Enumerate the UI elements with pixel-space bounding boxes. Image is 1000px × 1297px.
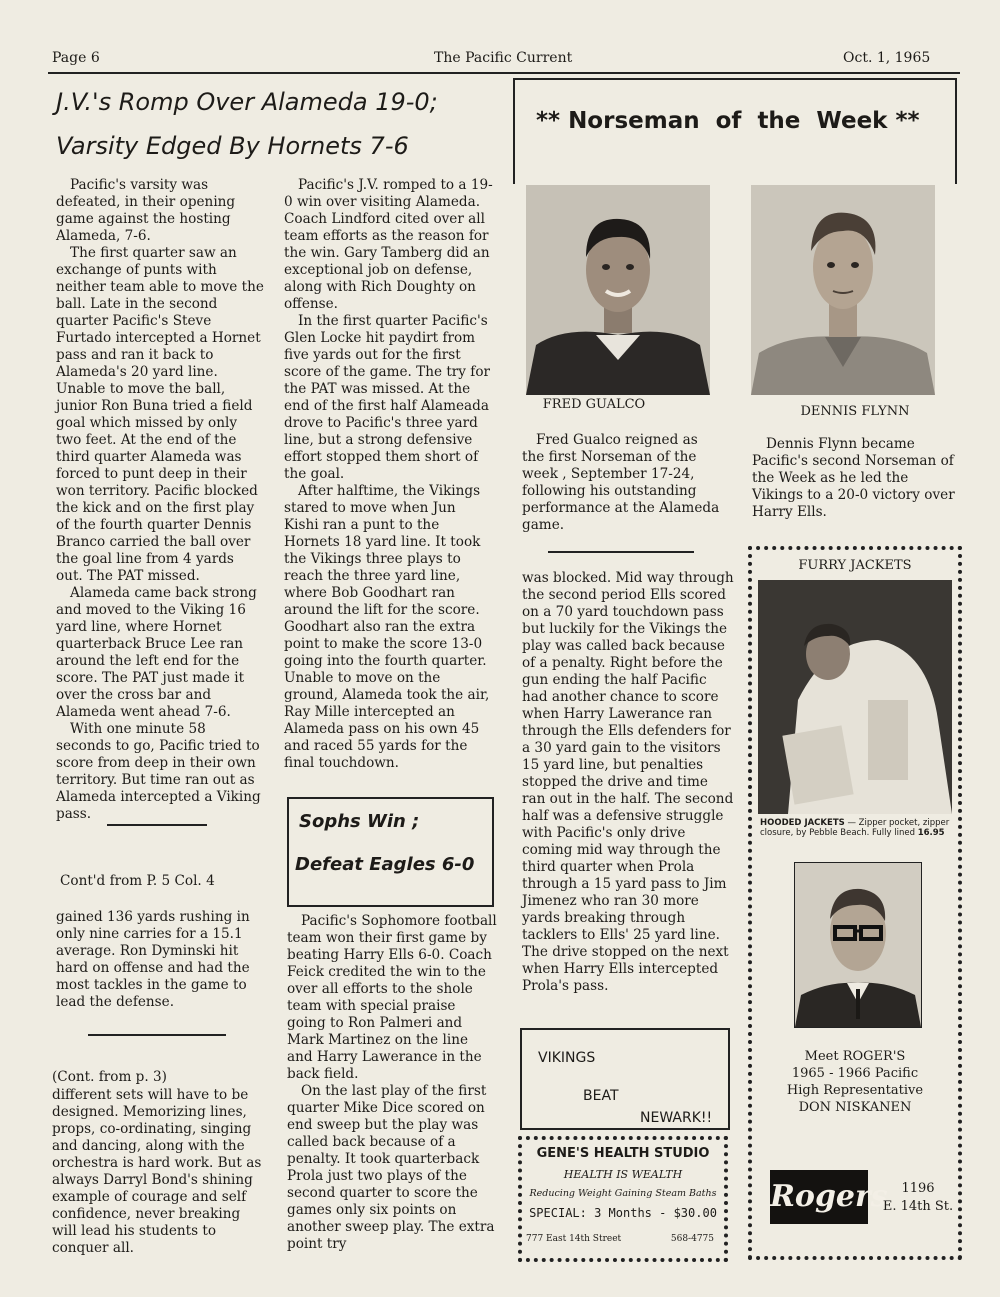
dennis-flynn-name: DENNIS FLYNN [800,404,910,419]
rogers-heading: FURRY JACKETS [798,558,912,573]
sophs-headline-box [287,797,494,907]
jacket-caption-bold: HOODED JACKETS [760,818,845,828]
paragraph: After halftime, the Vikings stared to move when Jun Kishi ran a punt to the Hornets 18 yard line. It took the Vikings three plays to reach the three yard line, where Bob Goodhart ran around the lift for the score. Goodhart also ran the extra point to make the score 13-0 going into the fourth quarter. Unable to move on the ground, Alameda took the air, Ray Mille intercepted an Alameda pass on his own 45 and raced 55 yards for the final touchdown. [284,483,490,771]
continued-label-2: (Cont. from p. 3) [52,1069,167,1085]
sophs-title-1: Sophs Win ; [299,811,420,832]
genes-health-ad [518,1136,728,1262]
rogers-address-2: E. 14th St. [882,1199,954,1214]
paragraph: Dennis Flynn became Pacific's second Norseman of the Week as he led the Vikings to a 20-0 victory over Harry Ells. [752,436,955,520]
genes-slogan: HEALTH IS WEALTH [563,1168,683,1181]
sophs-title-2: Defeat Eagles 6-0 [295,854,475,875]
headline [56,80,486,168]
vikings-line-3: NEWARK!! [640,1110,713,1126]
genes-special: SPECIAL: 3 Months - $30.00 [529,1206,717,1220]
jacket-caption [760,818,952,838]
don-niskanen-photo [794,862,922,1028]
newspaper-name: The Pacific Current [434,50,573,66]
dennis-flynn-text [752,436,958,521]
paragraph: Pacific's Sophomore football team won their first game by beating Harry Ells 6-0. Coach Feick credited the win to the over all efforts to the shole team with special praise going to Ron Palmeri and Mark Martinez on the line and Harry Lawerance in the back field. [287,913,497,1082]
issue-date: Oct. 1, 1965 [843,50,931,66]
divider [107,824,207,826]
fred-gualco-text [522,432,722,534]
paragraph: The first quarter saw an exchange of punts with neither team able to move the ball. Late in the second quarter Pacific's Steve Furtado intercepted a Hornet pass and ran it back to Alameda's 20 yard line. Unable to move the ball, junior Ron Buna tried a field goal which missed by only two feet. At the end of the third quarter Alameda was forced to punt deep in their won territory. Pacific blocked the kick and on the first play of the fourth quarter Dennis Branco carried the ball over the goal line from 4 yards out. The PAT missed. [56,245,264,584]
hooded-jacket-photo [758,580,952,814]
fred-gualco-name: FRED GUALCO [542,397,646,412]
rogers-address [878,1180,958,1216]
role-line: High Representative [786,1083,924,1098]
vikings-box [520,1028,730,1130]
representative-text [752,1048,958,1116]
sophs-article [287,913,497,1253]
fred-gualco-photo [526,185,710,395]
sophs-article-continued [522,570,734,995]
meet-line: Meet ROGER'S [804,1049,906,1064]
vikings-line-2: BEAT [583,1088,619,1104]
jacket-price: 16.95 [917,828,945,838]
dennis-flynn-photo [751,185,935,395]
jacket-caption-text: — Zipper pocket, zipper closure, by Pebble Beach. Fully lined [760,818,950,838]
rogers-ad [748,546,962,1260]
paragraph: different sets will have to be designed. Memorizing lines, props, co-ordinating, singing and dancing, along with the orchestra is hard work. But as always Darryl Bond's shining example of courage and self confidence, never breaking will lead his students to conquer all. [52,1087,262,1256]
paragraph: With one minute 58 seconds to go, Pacific tried to score from deep in their own territory. But time ran out as Alameda intercepted a Viking pass. [56,721,261,822]
drama-article [52,1087,264,1257]
varsity-article [56,177,264,823]
headline-line2: Varsity Edged By Hornets 7-6 [56,132,409,160]
paragraph: was blocked. Mid way through the second period Ells scored on a 70 yard touchdown pass but luckily for the Vikings the play was called back because of a penalty. Right before the gun ending the half Pacific had another chance to score when Harry Lawerance ran through the Ells defenders for a 30 yard gain to the visitors 15 yard line, but penalties stopped the drive and time ran out in the half. The second half was a defensive struggle with Pacific's only drive coming mid way through the third quarter when Prola through a 15 yard pass to Jim Jimenez who ran 30 more yards breaking through tacklers to Ells' 25 yard line. The drive stopped on the next when Harry Ells intercepted Prola's pass. [522,570,734,994]
rep-name: DON NISKANEN [798,1100,912,1115]
genes-services: Reducing Weight Gaining Steam Baths [529,1188,717,1199]
vikings-line-1: VIKINGS [538,1050,596,1066]
continued-label: Cont'd from P. 5 Col. 4 [60,873,215,889]
paragraph: In the first quarter Pacific's Glen Locke hit paydirt from five yards out for the first score of the game. The try for the PAT was missed. At the end of the first half Alameada drove to Pacific's three yard line, but a strong defensive effort stopped them short of the goal. [284,313,491,482]
paragraph: Pacific's J.V. romped to a 19-0 win over visiting Alameda. Coach Lindford cited over all team efforts as the reason for the win. Gary Tamberg did an exceptional job on defense, along with Rich Doughty on offense. [284,177,493,312]
rogers-address-1: 1196 [901,1181,935,1196]
years-line: 1965 - 1966 Pacific [791,1066,919,1081]
continued-article [56,909,264,1011]
page-number: Page 6 [52,50,100,66]
header-rule [48,72,960,74]
paragraph: Pacific's varsity was defeated, in their opening game against the hosting Alameda, 7-6. [56,177,236,244]
headline-line1: J.V.'s Romp Over Alameda 19-0; [56,88,438,116]
genes-name: GENE'S HEALTH STUDIO [536,1146,710,1161]
paragraph: Alameda came back strong and moved to the Viking 16 yard line, where Hornet quarterback Bruce Lee ran around the left end for the score. The PAT just made it over the cross bar and Alameda went ahead 7-6. [56,585,257,720]
paragraph: gained 136 yards rushing in only nine carries for a 15.1 average. Ron Dyminski hit hard on offense and had the most tackles in the game to lead the defense. [56,909,250,1010]
divider [88,1034,226,1036]
norseman-title: ** Norseman of the Week ** [536,108,920,134]
paragraph: On the last play of the first quarter Mike Dice scored on end sweep but the play was called back because of a penalty. It took quarterback Prola just two plays of the second quarter to score the games only six points on another sweep play. The extra point try [287,1083,495,1252]
genes-phone: 568-4775 [670,1234,714,1244]
rogers-logo: Rogers [770,1170,868,1224]
jv-article [284,177,494,772]
divider [548,551,694,553]
paragraph: Fred Gualco reigned as the first Norseman of the week , September 17-24, following his outstanding performance at the Alameda game. [522,432,720,533]
genes-address: 777 East 14th Street [526,1234,622,1244]
